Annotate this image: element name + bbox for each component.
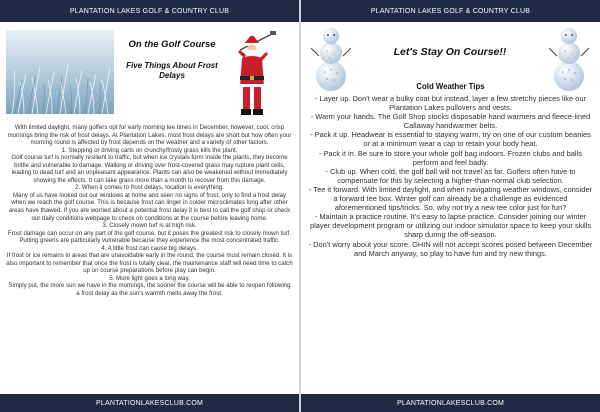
left-paragraph: 4. A little frost can cause big delays. <box>101 244 198 252</box>
tip-item: - Club up. When cold, the golf ball will not travel as far. Golfers often have to compensate for this by selecting a higher-than-normal club selection. <box>325 166 576 185</box>
right-header: PLANTATION LAKES GOLF & COUNTRY CLUB <box>301 0 600 22</box>
tip-item: - Pack it up. Headwear is essential to staying warm, try on one of our custom beanies or at a minimum wear a cap to retain your body heat. <box>310 130 591 149</box>
left-article <box>6 124 293 298</box>
left-paragraph: Simply put, the more sun we have in the mornings, the sooner the course will be able to reopen following a frost delay as the sun's warmth melts away the frost. <box>8 282 291 298</box>
left-page <box>0 0 299 412</box>
left-paragraph: If frost or ice remains in areas that are unavoidable early in the round, the course must remain closed. It is also important to remember that once the frost is totally clear, the maintenance staff will need time to catch up on course preparations before play can begin. <box>6 252 293 275</box>
right-tips <box>307 94 594 258</box>
tip-item: - Maintain a practice routine. It's easy to lapse practice. Consider joining our winter player development program or utilizing our indoor simulator space to keep your skills sharp during the off-season. <box>309 212 592 240</box>
tip-item: - Tee it forward. With limited daylight, and when navigating weather windows, consider a forward tee box. Winter golf can already be a challenge as evidenced aforementioned tips/tricks. So, why not try a new tee color just for fun? <box>308 184 593 213</box>
tip-item: - Pack it in. Be sure to store your whole golf bag indoors. Frozen clubs and balls perform and feel badly. <box>319 148 582 167</box>
left-paragraph: Golf course turf is normally resilient to traffic, but when ice crystals form inside the plants, they become brittle and vulnerable to damage. Walking or driving over frost-covered grass may rupture plant cells, leading to dead turf and an unpleasant appearance. Plants can also be weakened without immediately showing the effects. It can take grass more than a month to recover from this damage. <box>11 154 288 184</box>
tip-item: - Layer up. Don't wear a bulky coat but instead, layer a few stretchy pieces like our Plantation Lakes pullovers and vests. <box>315 94 586 113</box>
tip-item: - Warm your hands. The Golf Shop stocks disposable hand warmers and fleece-lined Callaway handwarmer belts. <box>310 112 591 131</box>
right-page <box>301 0 600 412</box>
right-footer[interactable]: PLANTATIONLAKESCLUB.COM <box>301 394 600 412</box>
right-subtitle: Cold Weather Tips <box>416 82 485 91</box>
left-paragraph: 5. More light goes a long way. <box>109 274 190 282</box>
left-paragraph: 1. Stepping or driving carts on crunchy/frosty grass kills the plant. <box>61 146 238 154</box>
left-subtitle: Five Things About Frost Delays <box>126 61 218 80</box>
left-title-block <box>120 38 224 81</box>
right-title: Let's Stay On Course!! <box>393 46 507 58</box>
left-paragraph: 2. When it comes to frost delays, location is everything. <box>75 184 224 192</box>
left-paragraph: With limited daylight, many golfers opt for early morning tee times in December, however, cool, crisp mornings bring the risk of frost delays. At Plantation Lakes, most frost delays are short but how often your morning round is affected by frost depends on the weather and a variety of other factors. <box>7 124 292 147</box>
santa-golfer-image <box>226 30 278 118</box>
left-paragraph: Many of us have looked out our windows at home and seen no signs of frost, only to find a frost delay when we reach the golf course. This is because frost can linger in colder microclimates long after other areas have thawed. If you are worried about a potential frost delay it is best to call the golf shop or check our daily conditions webpage to check on conditions at the course before leaving home. <box>8 191 291 222</box>
left-header: PLANTATION LAKES GOLF & COUNTRY CLUB <box>0 0 299 22</box>
tip-item: - Don't worry about your score. GHIN will not accept scores posed between December and March anyway, so play to have fun and try new things. <box>308 239 593 258</box>
left-footer[interactable]: PLANTATIONLAKESCLUB.COM <box>0 394 299 412</box>
left-paragraph: Frost damage can occur on any part of the golf course, but it poses the greatest risk to closely mown turf. Putting greens are particularly vulnerable because they experience the most concentrated traffic. <box>7 229 292 245</box>
left-title: On the Golf Course <box>128 39 216 50</box>
frosty-grass-image <box>6 30 114 114</box>
left-paragraph: 3. Closely mown turf is at high risk. <box>102 222 197 230</box>
